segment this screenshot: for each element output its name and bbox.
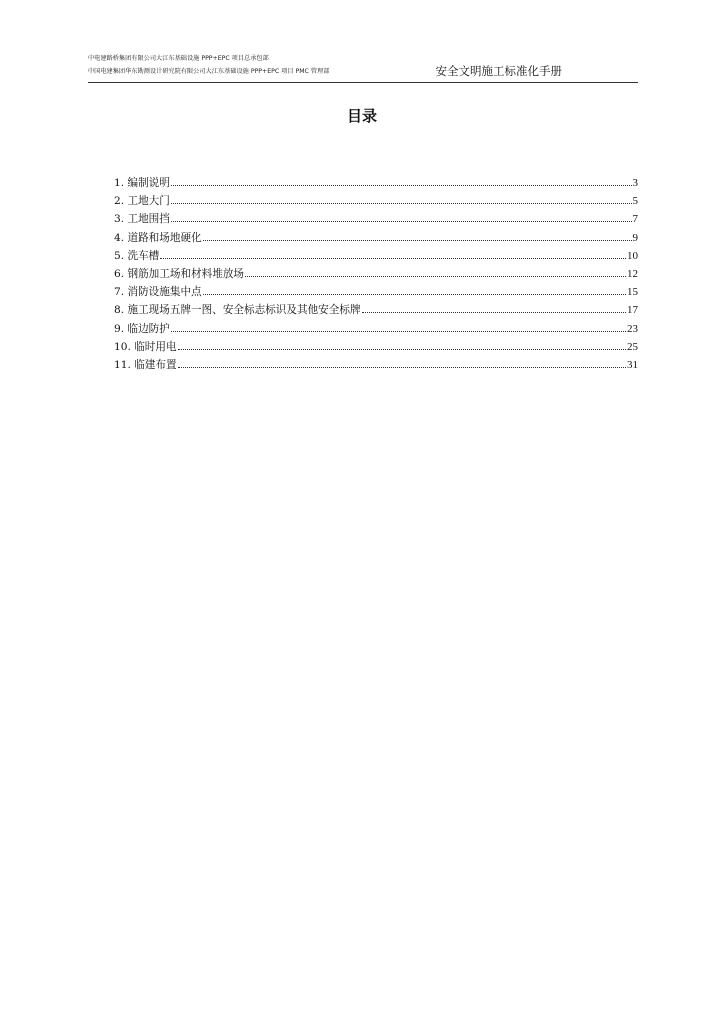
toc-entry-page-number: 3	[632, 177, 638, 189]
toc-entry-page-number: 9	[632, 231, 638, 244]
toc-dot-leader	[203, 239, 632, 241]
toc-dot-leader	[245, 275, 626, 277]
header-organizations	[88, 52, 329, 78]
toc-dot-leader	[178, 366, 626, 368]
toc-entry[interactable]	[114, 192, 638, 210]
toc-entry[interactable]	[114, 356, 638, 374]
toc-entry-label: 8. 施工现场五牌一图、安全标志标识及其他安全标牌	[114, 304, 361, 317]
toc-entry-page-number: 31	[627, 358, 638, 371]
toc-dot-leader	[171, 202, 632, 204]
toc-entry-page-number: 23	[627, 322, 638, 335]
toc-dot-leader	[203, 293, 626, 295]
header-org-line-1: 中电建路桥集团有限公司大江东基础设施 PPP+EPC 项目总承包部	[88, 55, 269, 62]
toc-entry-page-number: 5	[632, 195, 638, 208]
toc-entry-page-number: 15	[627, 286, 638, 299]
toc-entry-page-number: 7	[632, 213, 638, 226]
toc-entry-label: 7. 消防设施集中点	[114, 286, 202, 299]
toc-entry-label: 6. 钢筋加工场和材料堆放场	[114, 267, 245, 280]
toc-entry-page-number: 12	[627, 267, 638, 280]
header-org-line-2: 中国电建集团华东勘测设计研究院有限公司大江东基础设施 PPP+EPC 项目 PMC 管理部	[88, 68, 330, 75]
header-manual-title: 安全文明施工标准化手册	[435, 64, 562, 78]
toc-entry[interactable]	[114, 283, 638, 301]
toc-entry-label: 11. 临建布置	[114, 358, 177, 371]
toc-dot-leader	[171, 184, 632, 186]
header-divider	[88, 82, 638, 83]
toc-dot-leader	[362, 311, 626, 313]
toc-entry[interactable]	[114, 229, 638, 247]
toc-entry-label: 2. 工地大门	[114, 195, 170, 208]
page-title: 目录	[346, 107, 377, 125]
toc-entry-page-number: 10	[627, 249, 638, 262]
toc-entry-label: 5. 洗车槽	[114, 249, 160, 262]
toc-dot-leader	[171, 330, 626, 332]
toc-dot-leader	[160, 257, 626, 259]
table-of-contents	[114, 174, 638, 374]
toc-entry-label: 10. 临时用电	[114, 340, 177, 353]
toc-entry-label: 9. 临边防护	[114, 322, 170, 335]
toc-entry-label: 1. 编制说明	[114, 177, 170, 189]
toc-entry-label: 3. 工地围挡	[114, 213, 170, 226]
toc-entry[interactable]	[114, 320, 638, 338]
page-header	[88, 52, 638, 82]
toc-entry[interactable]	[114, 210, 638, 228]
toc-dot-leader	[178, 348, 626, 350]
toc-entry-page-number: 25	[627, 340, 638, 353]
toc-entry-page-number: 17	[627, 304, 638, 317]
toc-entry[interactable]	[114, 338, 638, 356]
toc-entry[interactable]	[114, 265, 638, 283]
toc-entry[interactable]	[114, 174, 638, 192]
toc-entry-label: 4. 道路和场地硬化	[114, 231, 202, 244]
toc-entry[interactable]	[114, 301, 638, 319]
toc-entry[interactable]	[114, 247, 638, 265]
toc-dot-leader	[171, 220, 632, 222]
